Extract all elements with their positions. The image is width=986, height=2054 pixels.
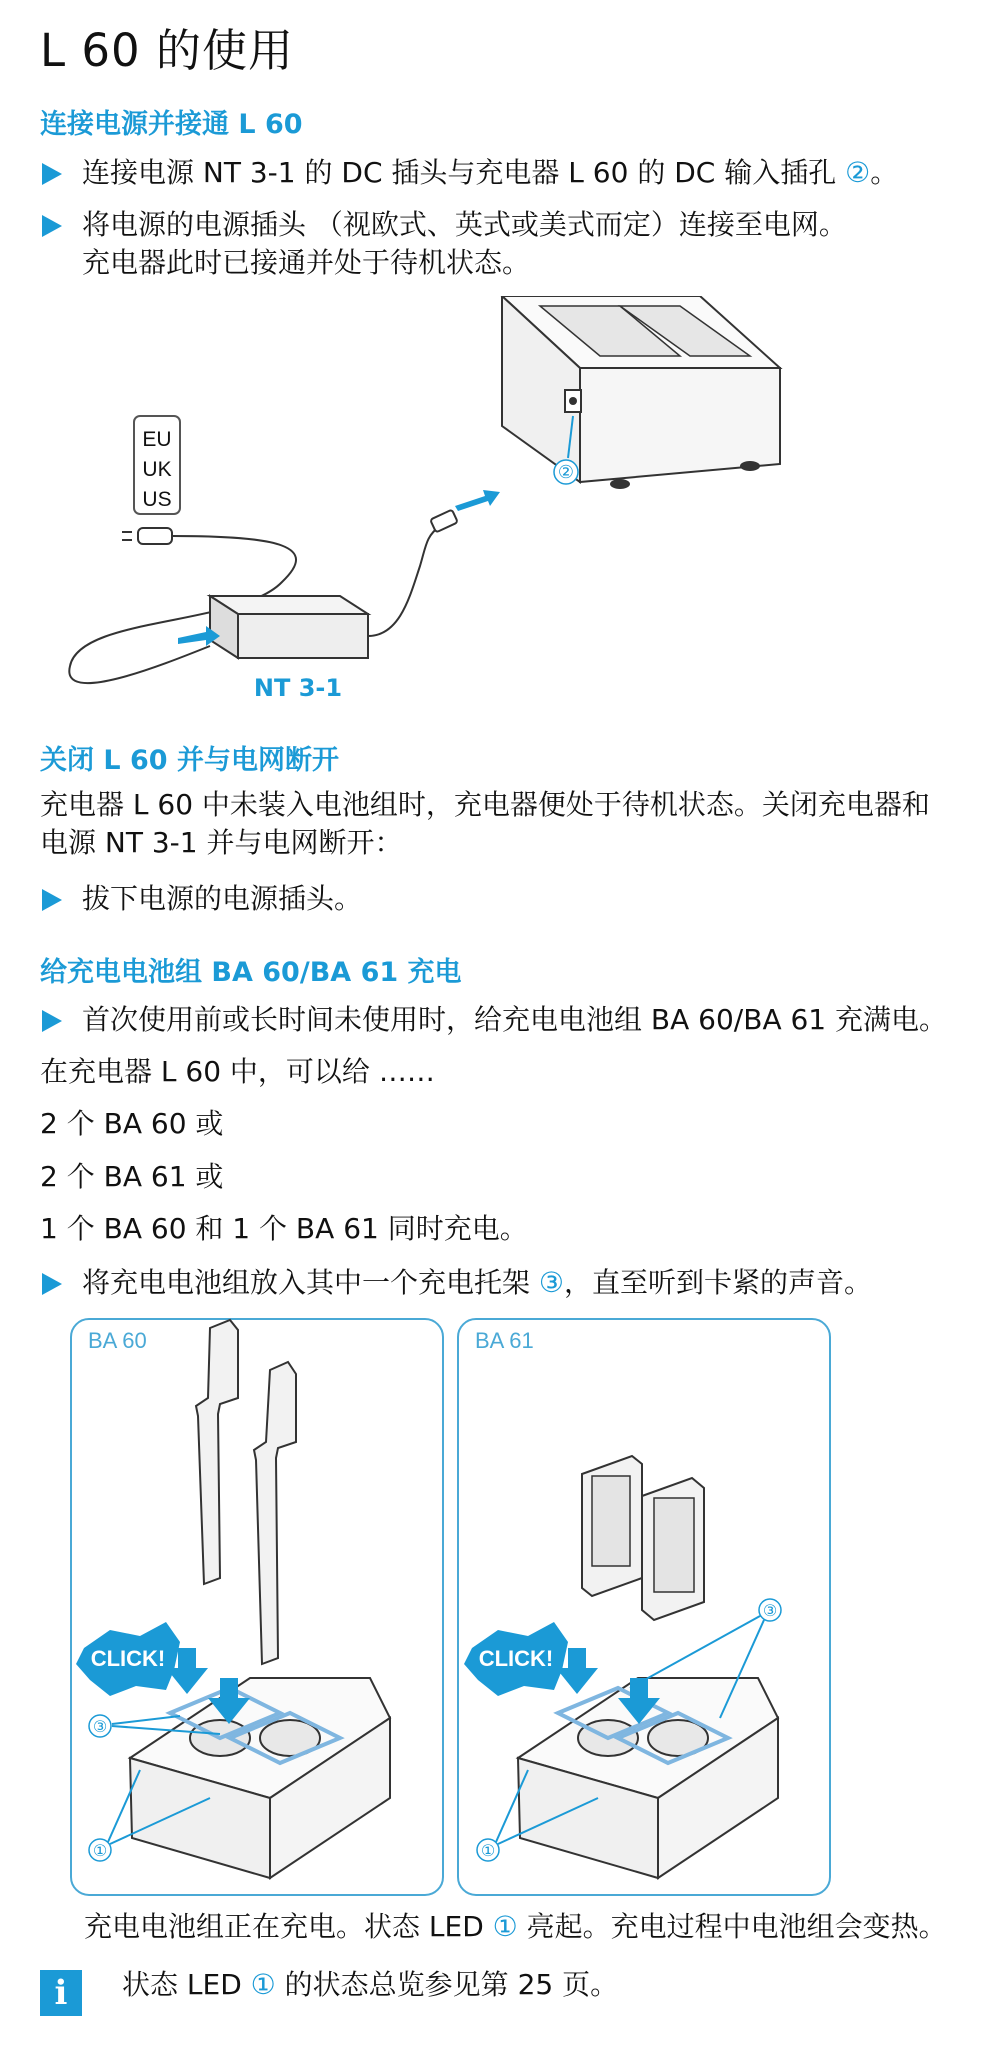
result-text: 充电电池组正在充电。状态 LED ① 亮起。充电过程中电池组会变热。 [84,1910,947,1943]
mains-plug-icon [122,528,172,544]
bullet-connect-mains [40,206,940,286]
panel-ba60-label: BA 60 [88,1328,147,1353]
section-heading-charge: 给充电电池组 BA 60/BA 61 充电 [40,957,462,988]
bullet-unplug [40,880,940,920]
power-supply-nt3-1 [210,596,368,658]
bullet-text: 将电源的电源插头 （视欧式、英式或美式而定）连接至电网。 充电器此时已接通并处于待机状态。 [82,208,847,279]
dc-cable [368,526,440,636]
ref-socket: ② [845,156,871,189]
click-label-right: CLICK! [478,1646,554,1671]
bullet-text: 将充电电池组放入其中一个充电托架 ③，直至听到卡紧的声音。 [82,1266,873,1299]
disconnect-paragraph-line2: 电源 NT 3-1 并与电网断开： [40,826,403,859]
dc-plug-icon [430,510,458,533]
bullet-text: 首次使用前或长时间未使用时，给充电电池组 BA 60/BA 61 充满电。 [82,1003,948,1036]
bullet-arrow-icon [42,163,62,185]
bullet-arrow-icon [42,1010,62,1032]
info-icon: i [40,1970,82,2016]
socket-callout-number: ② [557,462,575,483]
battery-ba61-right [642,1478,704,1620]
bullet-arrow-icon [42,889,62,911]
battery-ba61-left [582,1456,642,1596]
panel-ba61-label: BA 61 [475,1328,534,1353]
arrow-into-socket-icon [455,490,500,511]
click-label-left: CLICK! [90,1646,166,1671]
ref-led: ① [492,1910,518,1943]
charge-paragraph-option3: 1 个 BA 60 和 1 个 BA 61 同时充电。 [40,1212,528,1245]
bullet-first-charge [40,1001,960,1041]
charge-paragraph-option2: 2 个 BA 61 或 [40,1160,224,1193]
section-heading-disconnect: 关闭 L 60 并与电网断开 [40,745,339,776]
ref-led: ① [250,1968,276,2001]
note-text: 状态 LED ① 的状态总览参见第 25 页。 [122,1968,619,2001]
figure-insert-battery-illustration [70,1318,840,1898]
disconnect-paragraph-line1: 充电器 L 60 中未装入电池组时，充电器便处于待机状态。关闭充电器和 [40,788,930,821]
bullet-connect-dc [40,154,940,194]
page-title: L 60 的使用 [40,24,294,77]
charge-paragraph-option1: 2 个 BA 60 或 [40,1107,224,1140]
led-callout-number-left: ① [92,1841,108,1860]
section-heading-connect: 连接电源并接通 L 60 [40,109,303,140]
bay-callout-number-right: ③ [762,1601,778,1620]
bullet-arrow-icon [42,215,62,237]
bullet-arrow-icon [42,1273,62,1295]
bullet-text: 连接电源 NT 3-1 的 DC 插头与充电器 L 60 的 DC 输入插孔 ②。 [82,156,899,189]
figure-connection-illustration [60,296,840,706]
bay-callout-number-left: ③ [92,1717,108,1736]
led-callout-number-right: ① [480,1841,496,1860]
charge-paragraph-intro: 在充电器 L 60 中，可以给 …… [40,1055,435,1088]
bullet-text: 拔下电源的电源插头。 [82,882,363,915]
psu-label: NT 3-1 [253,674,343,702]
charger-l60 [502,296,780,489]
ref-bay: ③ [538,1266,565,1299]
plug-label-eu: EU [142,428,172,451]
plug-label-us: US [142,488,172,511]
bullet-insert-battery [40,1264,960,1304]
plug-label-uk: UK [142,458,172,481]
